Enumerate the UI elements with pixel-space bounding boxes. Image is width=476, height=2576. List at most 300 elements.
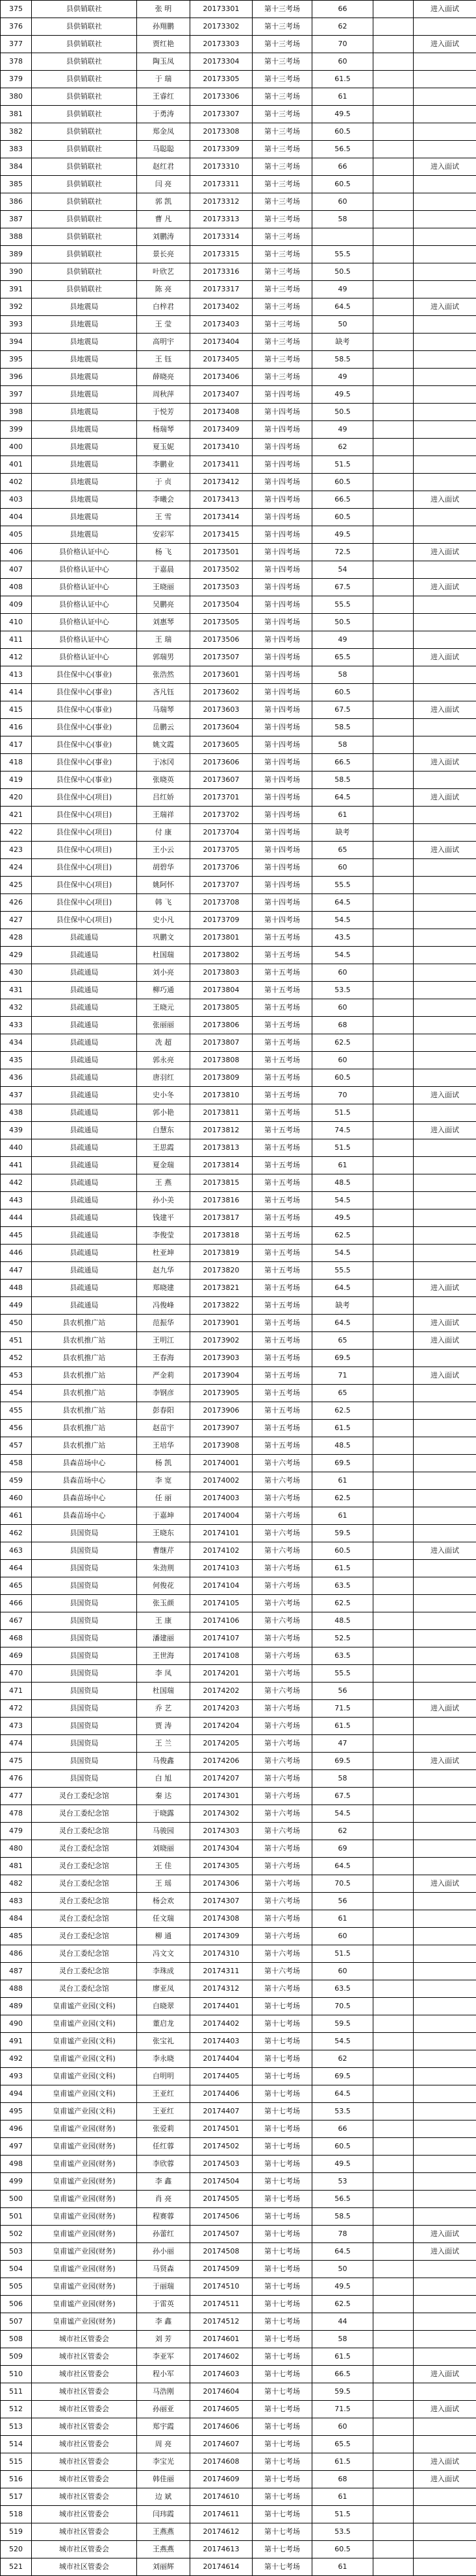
blank-cell xyxy=(373,193,414,211)
interview-status xyxy=(414,1998,476,2015)
interview-status xyxy=(414,614,476,631)
employer-unit: 县供销联社 xyxy=(32,246,137,263)
interview-status xyxy=(414,1402,476,1420)
ticket-number: 20173706 xyxy=(190,859,253,877)
exam-score: 55.5 xyxy=(312,246,373,263)
interview-status xyxy=(414,982,476,999)
employer-unit: 县供销联社 xyxy=(32,106,137,123)
exam-room: 第十五考场 xyxy=(253,1052,312,1069)
table-row xyxy=(1,859,476,877)
interview-status xyxy=(414,2383,476,2401)
employer-unit: 县地震局 xyxy=(32,439,137,456)
employer-unit: 县供销联社 xyxy=(32,53,137,71)
blank-cell xyxy=(373,1315,414,1332)
exam-room: 第十七考场 xyxy=(253,2050,312,2068)
ticket-number: 20174309 xyxy=(190,1928,253,1945)
row-number: 477 xyxy=(1,1788,32,1805)
candidate-name: 王 兰 xyxy=(137,1735,190,1753)
blank-cell xyxy=(373,1017,414,1034)
exam-score: 51.5 xyxy=(312,456,373,474)
candidate-name: 钱建平 xyxy=(137,1209,190,1227)
exam-score: 67.5 xyxy=(312,701,373,719)
ticket-number: 20174604 xyxy=(190,2383,253,2401)
interview-status xyxy=(414,88,476,106)
interview-status xyxy=(414,2015,476,2033)
candidate-name: 姚阿怀 xyxy=(137,877,190,894)
exam-score: 59.5 xyxy=(312,2015,373,2033)
employer-unit: 县国资局 xyxy=(32,1542,137,1560)
row-number: 411 xyxy=(1,631,32,649)
interview-status xyxy=(414,334,476,351)
table-row xyxy=(1,1245,476,1262)
exam-score: 67.5 xyxy=(312,579,373,596)
exam-room: 第十七考场 xyxy=(253,2103,312,2120)
blank-cell xyxy=(373,1437,414,1455)
employer-unit: 县森苗场中心 xyxy=(32,1507,137,1525)
exam-score: 69.5 xyxy=(312,1753,373,1770)
employer-unit: 灵台工委纪念馆 xyxy=(32,1910,137,1928)
ticket-number: 20173804 xyxy=(190,982,253,999)
candidate-name: 于晓露 xyxy=(137,1805,190,1823)
table-row xyxy=(1,2050,476,2068)
ticket-number: 20174607 xyxy=(190,2436,253,2453)
row-number: 499 xyxy=(1,2173,32,2191)
blank-cell xyxy=(373,1683,414,1700)
blank-cell xyxy=(373,1472,414,1490)
row-number: 414 xyxy=(1,684,32,701)
interview-status xyxy=(414,141,476,158)
blank-cell xyxy=(373,1840,414,1858)
candidate-name: 史小凡 xyxy=(137,912,190,929)
blank-cell xyxy=(373,2401,414,2418)
table-row xyxy=(1,1069,476,1087)
ticket-number: 20173306 xyxy=(190,88,253,106)
employer-unit: 县国资局 xyxy=(32,1700,137,1718)
blank-cell xyxy=(373,999,414,1017)
exam-score: 72.5 xyxy=(312,544,373,561)
exam-score: 50.5 xyxy=(312,404,373,421)
exam-room: 第十六考场 xyxy=(253,1718,312,1735)
blank-cell xyxy=(373,1420,414,1437)
exam-room: 第十六考场 xyxy=(253,1823,312,1840)
interview-status xyxy=(414,2331,476,2348)
exam-score: 63.5 xyxy=(312,1647,373,1665)
table-row xyxy=(1,53,476,71)
ticket-number: 20174509 xyxy=(190,2261,253,2278)
exam-room: 第十七考场 xyxy=(253,2418,312,2436)
row-number: 502 xyxy=(1,2226,32,2243)
interview-status xyxy=(414,71,476,88)
ticket-number: 20173707 xyxy=(190,877,253,894)
ticket-number: 20173410 xyxy=(190,439,253,456)
employer-unit: 县住保中心(项目) xyxy=(32,824,137,842)
row-number: 434 xyxy=(1,1034,32,1052)
employer-unit: 皇甫谧产业园(文科) xyxy=(32,2015,137,2033)
blank-cell xyxy=(373,1753,414,1770)
exam-score: 49.5 xyxy=(312,526,373,544)
blank-cell xyxy=(373,2278,414,2296)
row-number: 441 xyxy=(1,1157,32,1174)
table-row xyxy=(1,1332,476,1350)
ticket-number: 20173413 xyxy=(190,491,253,509)
exam-room: 第十四考场 xyxy=(253,807,312,824)
ticket-number: 20174614 xyxy=(190,2558,253,2576)
exam-room: 第十七考场 xyxy=(253,2068,312,2085)
exam-score: 63.5 xyxy=(312,1577,373,1595)
employer-unit: 县价格认证中心 xyxy=(32,596,137,614)
interview-status xyxy=(414,1980,476,1998)
exam-room: 第十五考场 xyxy=(253,1437,312,1455)
candidate-name: 安彩军 xyxy=(137,526,190,544)
interview-status xyxy=(414,1770,476,1788)
exam-score: 60.5 xyxy=(312,123,373,141)
candidate-name: 孙小丽 xyxy=(137,2243,190,2261)
interview-status xyxy=(414,1683,476,1700)
employer-unit: 城市社区管委会 xyxy=(32,2436,137,2453)
employer-unit: 县价格认证中心 xyxy=(32,561,137,579)
interview-status xyxy=(414,2261,476,2278)
exam-room: 第十七考场 xyxy=(253,2523,312,2541)
interview-status: 进入面试 xyxy=(414,701,476,719)
ticket-number: 20173702 xyxy=(190,807,253,824)
row-number: 380 xyxy=(1,88,32,106)
table-row xyxy=(1,2068,476,2085)
row-number: 464 xyxy=(1,1560,32,1577)
blank-cell xyxy=(373,71,414,88)
table-row xyxy=(1,1542,476,1560)
table-row xyxy=(1,1017,476,1034)
candidate-name: 程小军 xyxy=(137,2366,190,2383)
table-row xyxy=(1,2418,476,2436)
row-number: 491 xyxy=(1,2033,32,2050)
ticket-number: 20173811 xyxy=(190,1104,253,1122)
row-number: 417 xyxy=(1,736,32,754)
interview-status xyxy=(414,2173,476,2191)
ticket-number: 20173822 xyxy=(190,1297,253,1315)
ticket-number: 20173820 xyxy=(190,1262,253,1280)
employer-unit: 县住保中心(项目) xyxy=(32,842,137,859)
blank-cell xyxy=(373,1560,414,1577)
ticket-number: 20173805 xyxy=(190,999,253,1017)
ticket-number: 20173307 xyxy=(190,106,253,123)
ticket-number: 20174510 xyxy=(190,2278,253,2296)
employer-unit: 皇甫谧产业园(财务) xyxy=(32,2261,137,2278)
table-row xyxy=(1,929,476,947)
interview-status: 进入面试 xyxy=(414,1875,476,1893)
ticket-number: 20174402 xyxy=(190,2015,253,2033)
blank-cell xyxy=(373,736,414,754)
employer-unit: 县疏通局 xyxy=(32,929,137,947)
employer-unit: 县疏通局 xyxy=(32,1245,137,1262)
ticket-number: 20174603 xyxy=(190,2366,253,2383)
exam-room: 第十五考场 xyxy=(253,1174,312,1192)
ticket-number: 20174610 xyxy=(190,2488,253,2506)
exam-room: 第十五考场 xyxy=(253,1367,312,1385)
table-row xyxy=(1,807,476,824)
exam-room: 第十三考场 xyxy=(253,281,312,298)
candidate-name: 严金莉 xyxy=(137,1367,190,1385)
exam-room: 第十三考场 xyxy=(253,369,312,386)
candidate-name: 王 瑶 xyxy=(137,1875,190,1893)
candidate-name: 李曦会 xyxy=(137,491,190,509)
table-row xyxy=(1,1998,476,2015)
exam-room: 第十六考场 xyxy=(253,1805,312,1823)
blank-cell xyxy=(373,2506,414,2523)
employer-unit: 县疏通局 xyxy=(32,982,137,999)
blank-cell xyxy=(373,2331,414,2348)
exam-room: 第十七考场 xyxy=(253,2541,312,2558)
candidate-name: 马瑞琴 xyxy=(137,701,190,719)
table-row xyxy=(1,2208,476,2226)
exam-score: 69.5 xyxy=(312,1455,373,1472)
interview-status xyxy=(414,2085,476,2103)
row-number: 475 xyxy=(1,1753,32,1770)
exam-room: 第十五考场 xyxy=(253,1104,312,1122)
exam-score: 71.5 xyxy=(312,2401,373,2418)
exam-score: 52.5 xyxy=(312,1630,373,1647)
blank-cell xyxy=(373,1280,414,1297)
candidate-name: 孙丽亚 xyxy=(137,2401,190,2418)
ticket-number: 20173308 xyxy=(190,123,253,141)
employer-unit: 皇甫谧产业园(财务) xyxy=(32,2138,137,2156)
exam-room: 第十六考场 xyxy=(253,1507,312,1525)
exam-score: 55.5 xyxy=(312,877,373,894)
interview-status xyxy=(414,211,476,228)
interview-status: 进入面试 xyxy=(414,1753,476,1770)
employer-unit: 县地震局 xyxy=(32,298,137,316)
candidate-name: 王 钰 xyxy=(137,351,190,369)
row-number: 471 xyxy=(1,1683,32,1700)
table-row xyxy=(1,2191,476,2208)
table-row xyxy=(1,2103,476,2120)
exam-score: 49 xyxy=(312,631,373,649)
candidate-name: 白慧东 xyxy=(137,1122,190,1139)
interview-status xyxy=(414,386,476,404)
ticket-number: 20174102 xyxy=(190,1542,253,1560)
exam-score: 53 xyxy=(312,2173,373,2191)
table-row xyxy=(1,1735,476,1753)
row-number: 494 xyxy=(1,2085,32,2103)
employer-unit: 皇甫谧产业园(文科) xyxy=(32,2085,137,2103)
row-number: 447 xyxy=(1,1262,32,1280)
exam-room: 第十七考场 xyxy=(253,2261,312,2278)
table-row xyxy=(1,1945,476,1963)
exam-room: 第十六考场 xyxy=(253,1560,312,1577)
row-number: 443 xyxy=(1,1192,32,1209)
candidate-name: 王瑞祥 xyxy=(137,807,190,824)
ticket-number: 20173305 xyxy=(190,71,253,88)
exam-score: 62.5 xyxy=(312,1227,373,1245)
table-row xyxy=(1,158,476,176)
row-number: 521 xyxy=(1,2558,32,2576)
employer-unit: 县住保中心(项目) xyxy=(32,789,137,807)
blank-cell xyxy=(373,912,414,929)
candidate-name: 郑金凤 xyxy=(137,123,190,141)
employer-unit: 县地震局 xyxy=(32,421,137,439)
interview-status xyxy=(414,1192,476,1209)
blank-cell xyxy=(373,631,414,649)
table-row xyxy=(1,71,476,88)
row-number: 435 xyxy=(1,1052,32,1069)
row-number: 432 xyxy=(1,999,32,1017)
blank-cell xyxy=(373,334,414,351)
exam-score: 60.5 xyxy=(312,1542,373,1560)
exam-room: 第十五考场 xyxy=(253,999,312,1017)
interview-status xyxy=(414,421,476,439)
table-row xyxy=(1,2331,476,2348)
employer-unit: 县国资局 xyxy=(32,1560,137,1577)
blank-cell xyxy=(373,2243,414,2261)
exam-room: 第十四考场 xyxy=(253,474,312,491)
employer-unit: 县地震局 xyxy=(32,509,137,526)
table-row xyxy=(1,701,476,719)
interview-status xyxy=(414,1420,476,1437)
blank-cell xyxy=(373,404,414,421)
exam-score: 54.5 xyxy=(312,1192,373,1209)
blank-cell xyxy=(373,88,414,106)
table-row xyxy=(1,2261,476,2278)
exam-room: 第十三考场 xyxy=(253,1,312,18)
blank-cell xyxy=(373,298,414,316)
ticket-number: 20173506 xyxy=(190,631,253,649)
row-number: 452 xyxy=(1,1350,32,1367)
blank-cell xyxy=(373,2541,414,2558)
table-row xyxy=(1,1052,476,1069)
exam-room: 第十五考场 xyxy=(253,1017,312,1034)
blank-cell xyxy=(373,596,414,614)
exam-room: 第十四考场 xyxy=(253,649,312,666)
blank-cell xyxy=(373,929,414,947)
interview-status: 进入面试 xyxy=(414,36,476,53)
blank-cell xyxy=(373,772,414,789)
exam-room: 第十六考场 xyxy=(253,1963,312,1980)
ticket-number: 20174002 xyxy=(190,1472,253,1490)
row-number: 474 xyxy=(1,1735,32,1753)
candidate-name: 秦 达 xyxy=(137,1788,190,1805)
row-number: 500 xyxy=(1,2191,32,2208)
blank-cell xyxy=(373,228,414,246)
row-number: 375 xyxy=(1,1,32,18)
row-number: 482 xyxy=(1,1875,32,1893)
table-row xyxy=(1,2033,476,2050)
employer-unit: 县地震局 xyxy=(32,404,137,421)
ticket-number: 20174312 xyxy=(190,1980,253,1998)
blank-cell xyxy=(373,1174,414,1192)
blank-cell xyxy=(373,1209,414,1227)
blank-cell xyxy=(373,1945,414,1963)
blank-cell xyxy=(373,1332,414,1350)
interview-status: 进入面试 xyxy=(414,1122,476,1139)
exam-room: 第十三考场 xyxy=(253,18,312,36)
employer-unit: 县疏通局 xyxy=(32,1104,137,1122)
interview-status xyxy=(414,772,476,789)
blank-cell xyxy=(373,2488,414,2506)
exam-score: 61.5 xyxy=(312,2348,373,2366)
employer-unit: 县国资局 xyxy=(32,1753,137,1770)
ticket-number: 20174001 xyxy=(190,1455,253,1472)
interview-status xyxy=(414,316,476,334)
interview-status xyxy=(414,2278,476,2296)
interview-status xyxy=(414,1139,476,1157)
employer-unit: 县住保中心(事业) xyxy=(32,666,137,684)
ticket-number: 20173604 xyxy=(190,719,253,736)
employer-unit: 县国资局 xyxy=(32,1770,137,1788)
employer-unit: 县疏通局 xyxy=(32,1139,137,1157)
candidate-name: 闫 亮 xyxy=(137,176,190,193)
blank-cell xyxy=(373,1875,414,1893)
blank-cell xyxy=(373,2436,414,2453)
exam-score: 60 xyxy=(312,193,373,211)
row-number: 463 xyxy=(1,1542,32,1560)
employer-unit: 县供销联社 xyxy=(32,36,137,53)
exam-room: 第十五考场 xyxy=(253,929,312,947)
table-row xyxy=(1,736,476,754)
ticket-number: 20174405 xyxy=(190,2068,253,2085)
candidate-name: 乔 艺 xyxy=(137,1700,190,1718)
exam-room: 第十七考场 xyxy=(253,2331,312,2348)
employer-unit: 县农机推广站 xyxy=(32,1385,137,1402)
candidate-name: 李 鑫 xyxy=(137,2313,190,2331)
candidate-name: 李钢彦 xyxy=(137,1385,190,1402)
row-number: 508 xyxy=(1,2331,32,2348)
blank-cell xyxy=(373,859,414,877)
row-number: 403 xyxy=(1,491,32,509)
ticket-number: 20174104 xyxy=(190,1577,253,1595)
interview-status xyxy=(414,859,476,877)
table-row xyxy=(1,1420,476,1437)
exam-score: 65 xyxy=(312,1332,373,1350)
interview-status xyxy=(414,1963,476,1980)
exam-room: 第十四考场 xyxy=(253,666,312,684)
exam-room: 第十四考场 xyxy=(253,544,312,561)
interview-status xyxy=(414,18,476,36)
table-row xyxy=(1,982,476,999)
row-number: 409 xyxy=(1,596,32,614)
table-row xyxy=(1,1788,476,1805)
blank-cell xyxy=(373,2208,414,2226)
candidate-name: 王春海 xyxy=(137,1350,190,1367)
table-row xyxy=(1,2348,476,2366)
exam-room: 第十四考场 xyxy=(253,719,312,736)
blank-cell xyxy=(373,2261,414,2278)
interview-status xyxy=(414,719,476,736)
row-number: 470 xyxy=(1,1665,32,1683)
interview-status xyxy=(414,1385,476,1402)
blank-cell xyxy=(373,1858,414,1875)
table-row xyxy=(1,789,476,807)
row-number: 437 xyxy=(1,1087,32,1104)
employer-unit: 灵台工委纪念馆 xyxy=(32,1963,137,1980)
employer-unit: 县国资局 xyxy=(32,1735,137,1753)
exam-room: 第十五考场 xyxy=(253,1192,312,1209)
row-number: 400 xyxy=(1,439,32,456)
exam-room: 第十五考场 xyxy=(253,1122,312,1139)
candidate-name: 高明宇 xyxy=(137,334,190,351)
interview-status xyxy=(414,1893,476,1910)
blank-cell xyxy=(373,316,414,334)
candidate-name: 孙小美 xyxy=(137,1192,190,1209)
employer-unit: 县农机推广站 xyxy=(32,1350,137,1367)
ticket-number: 20173405 xyxy=(190,351,253,369)
employer-unit: 县住保中心(事业) xyxy=(32,684,137,701)
ticket-number: 20173414 xyxy=(190,509,253,526)
blank-cell xyxy=(373,1980,414,1998)
interview-status xyxy=(414,2120,476,2138)
exam-room: 第十七考场 xyxy=(253,2401,312,2418)
exam-score: 70.5 xyxy=(312,1875,373,1893)
table-row xyxy=(1,2453,476,2471)
exam-room: 第十六考场 xyxy=(253,1490,312,1507)
